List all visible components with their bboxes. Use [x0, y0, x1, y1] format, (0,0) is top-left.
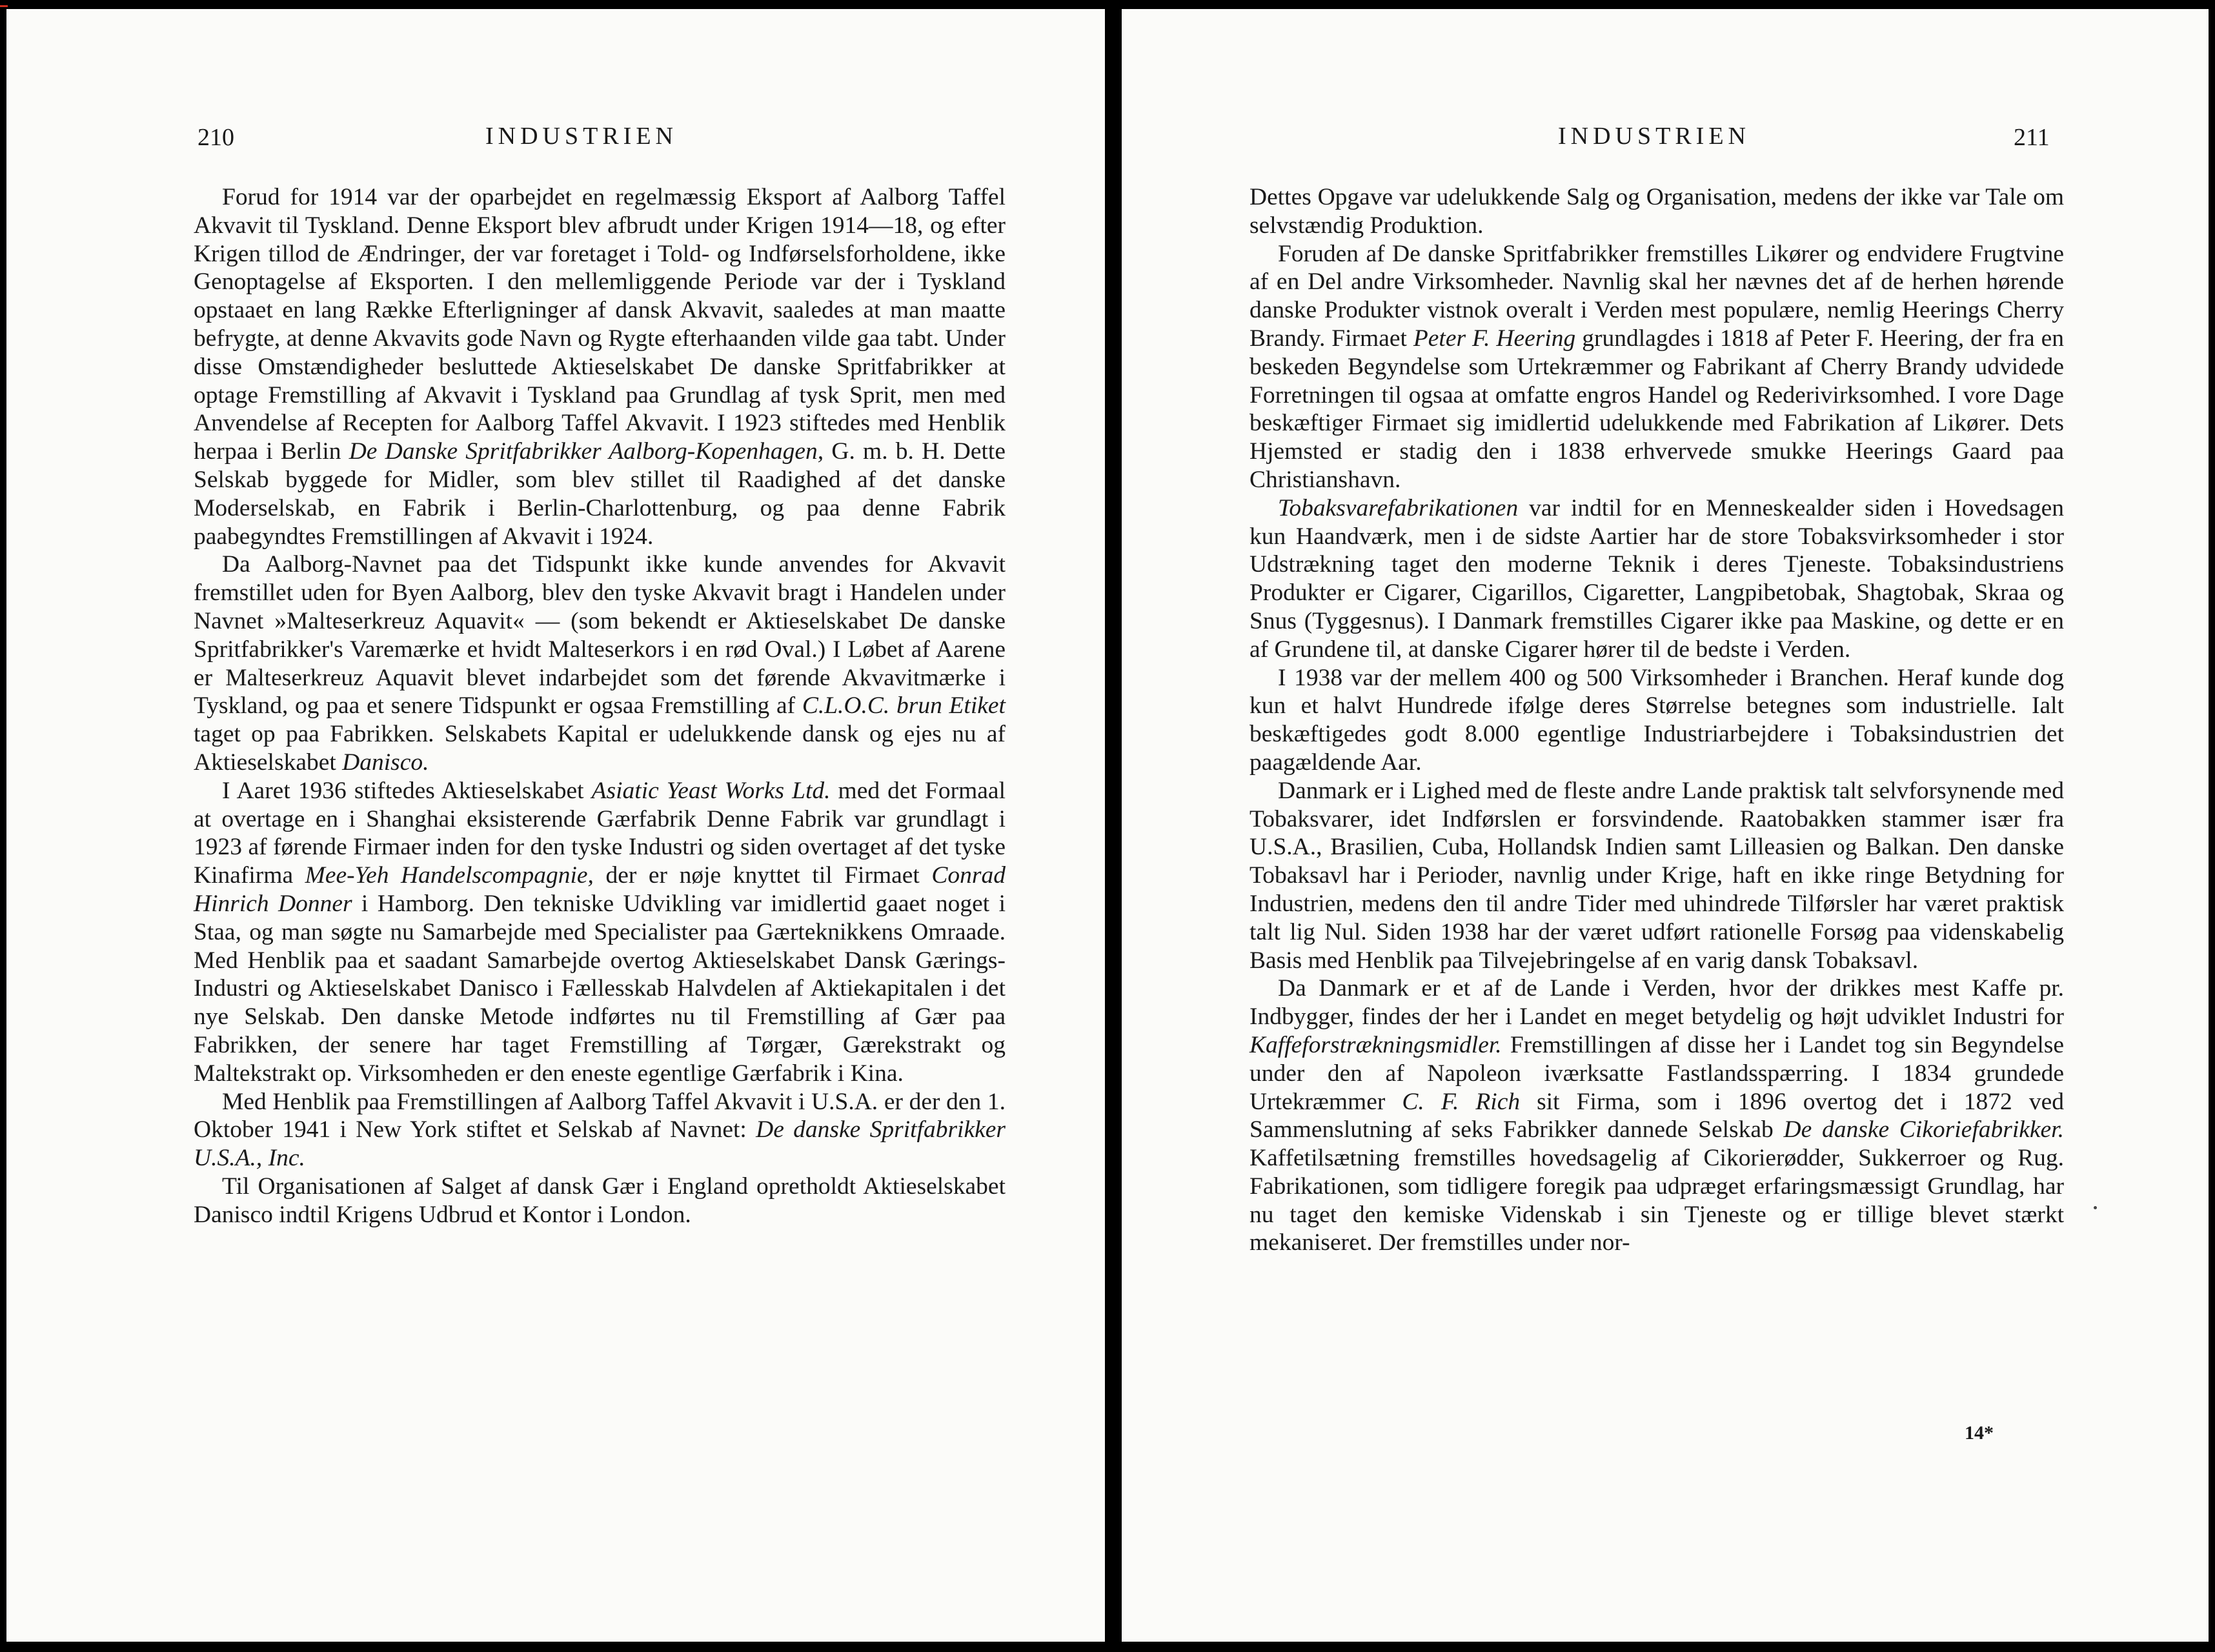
text-run: taget op paa Fabrikken. Selskabets Kapital er udelukkende dansk og ejes nu af Aktieselskabet [194, 721, 1006, 776]
signature-mark: 14* [1965, 1422, 1994, 1444]
paragraph [194, 1088, 1006, 1173]
left-page [6, 9, 1105, 1642]
paragraph [194, 183, 1006, 550]
running-head: INDUSTRIEN [485, 123, 678, 150]
running-head: INDUSTRIEN [1558, 123, 1750, 150]
paragraph [194, 1173, 1006, 1229]
text-run: grundlagdes i 1818 af Peter F. Heering, der fra en beskeden Begyndelse som Urtekræmmer og Fabrikant af Cherry Brandy udvidede Forretningen til ogsaa at omfatte engros Handel og Rederivirksomhed. I vore Dage beskæftiger Firmaet sig imidlertid udelukkende med Fabrikation af Likører. Dets Hjemsted er stadig den i 1838 erhvervede smukke Heerings Gaard paa Christianshavn. [1249, 325, 2064, 493]
text-run: Da Danmark er et af de Lande i Verden, hvor der drikkes mest Kaffe pr. Indbygger, findes der her i Landet en meget betydelig og højt udviklet Industri for [1249, 975, 2064, 1031]
text-run: sit Firma, som i 1896 overtog det i 1872 ved Sammenslutning af seks Fabrikker dannede Selskab [1249, 1088, 2064, 1143]
text-run: Da Aalborg-Navnet paa det Tidspunkt ikke kunde anvendes for Akvavit fremstillet uden for Byen Aalborg, blev den tyske Akvavit bragt i Handelen under Navnet »Malteserkreuz Aquavit« — (som bekendt er Aktieselskabet De danske Spritfabrikker's Varemærke et hvidt Malteserkors i en rød Oval.) I Løbet af Aarene er Malteserkreuz Aquavit blevet indarbejdet som det førende Akvavitmærke i Tyskland, og paa et senere Tidspunkt er ogsaa Fremstilling af [194, 551, 1006, 720]
text-run: Til Organisationen af Salget af dansk Gær i England opretholdt Aktieselskabet Danisco indtil Krigens Udbrud et Kontor i London. [194, 1173, 1006, 1228]
text-run: Med Henblik paa Fremstillingen af Aalborg Taffel Akvavit i U.S.A. er der den 1. Oktober 1941 i New York stiftet et Selskab af Navnet: [194, 1088, 1006, 1143]
page-number: 211 [2014, 124, 2050, 151]
paragraph [1249, 777, 2064, 975]
text-run: Dettes Opgave var udelukkende Salg og Organisation, medens der ikke var Tale om selvstændig Produktion. [1249, 184, 2064, 239]
paragraph [1249, 240, 2064, 494]
text-run: Kaffetilsætning fremstilles hovedsagelig af Cikorierødder, Sukkerroer og Rug. Fabrikationen, som tidligere foregik paa udpræget erfaringsmæssigt Grundlag, har nu taget den kemiske Videnskab i sin Tjeneste og er tillige blevet stærkt mekaniseret. Der fremstilles under nor- [1249, 1145, 2064, 1256]
italic-text: C.L.O.C. brun Etiket [802, 692, 1006, 720]
page-number: 210 [197, 124, 234, 151]
italic-text: Tobaksvarefabrikationen [1278, 494, 1519, 521]
text-run: var indtil for en Menneskealder siden i Hovedsagen kun Haandværk, men i de sidste Aartier har de store Tobaksvirksomheder i stor Udstrækning taget den moderne Teknik i deres Tjeneste. Tobaksindustriens Produkter er Cigarer, Cigarillos, Cigaretter, Langpibetobak, Shagtobak, Skraa og Snus (Tyggesnus). I Danmark fremstilles Cigarer ikke paa Maskine, og dette er en af Grundene til, at danske Cigarer hører til de bedste i Verden. [1249, 494, 2064, 663]
italic-text: De danske Cikoriefabrikker. [1783, 1116, 2064, 1143]
italic-text: Kaffeforstrækningsmidler. [1249, 1031, 1502, 1058]
right-page [1122, 9, 2209, 1642]
text-run: I 1938 var der mellem 400 og 500 Virksomheder i Branchen. Heraf kunde dog kun et halvt Hundrede ifølge deres Størrelse betegnes som industrielle. Ialt beskæftigedes godt 8.000 egentlige Industriarbejdere i Tobaksindustrien det paagældende Aar. [1249, 664, 2064, 776]
page-body-text [194, 183, 1006, 1229]
text-run: Forud for 1914 var der oparbejdet en regelmæssig Eksport af Aalborg Taffel Akvavit til Tyskland. Denne Eksport blev afbrudt under Krigen 1914—18, og efter Krigen tillod de Ændringer, der var foretaget i Told- og Indførselsforholdene, ikke Genoptagelse af Eksporten. I den mellemliggende Periode var der i Tyskland opstaaet en lang Række Efterligninger af dansk Akvavit, saaledes at man maatte befrygte, at denne Akvavits gode Navn og Rygte efterhaanden vilde gaa tabt. Under disse Omstændigheder besluttede Aktieselskabet De danske Spritfabrikker at optage Fremstilling af Akvavit i Tyskland paa Grundlag af tysk Sprit, men med Anvendelse af Recepten for Aalborg Taffel Akvavit. I 1923 stiftedes med Henblik herpaa i Berlin [194, 184, 1006, 465]
italic-text: Peter F. Heering [1413, 325, 1576, 352]
text-run: Fremstillingen af disse her i Landet tog sin Begyndelse under den af Napoleon iværksatte Fastlandsspærring. I 1834 grundede Urtekræmmer [1249, 1031, 2064, 1115]
italic-text: Mee-Yeh Handelscompagnie, [305, 862, 594, 889]
italic-text: Danisco. [342, 749, 429, 776]
text-run: i Hamborg. Den tekniske Udvikling var imidlertid gaaet noget i Staa, og man søgte nu Samarbejde med Specialister paa Gærteknikkens Omraade. Med Henblik paa et saadant Samarbejde overtog Aktieselskabet Dansk Gærings-Industri og Aktieselskabet Danisco i Fællesskab Halvdelen af Aktiekapitalen i det nye Selskab. Den danske Metode indførtes nu til Fremstilling af Gær paa Fabrikken, der senere har taget Fremstilling af Tørgær, Gærekstrakt og Maltekstrakt op. Virksomheden er den eneste egentlige Gærfabrik i Kina. [194, 890, 1006, 1087]
paragraph [1249, 974, 2064, 1257]
italic-text: C. F. Rich [1402, 1088, 1521, 1115]
text-run: G. m. b. H. Dette Selskab byggede for Midler, som blev stillet til Raadighed af det danske Moderselskab, en Fabrik i Berlin-Charlottenburg, og paa denne Fabrik paabegyndtes Fremstillingen af Akvavit i 1924. [194, 438, 1006, 550]
paragraph [194, 777, 1006, 1088]
page-body-text [1249, 183, 2064, 1257]
text-run: med det Formaal at overtage en i Shanghai eksisterende Gærfabrik Denne Fabrik var grundlagt i 1923 af førende Firmaer inden for den tyske Industri og siden overtaget af det tyske Kinafirma [194, 777, 1006, 889]
print-speck [2094, 1206, 2097, 1209]
text-run: I Aaret 1936 stiftedes Aktieselskabet [222, 777, 592, 804]
italic-text: De danske Spritfabrikker U.S.A., Inc. [194, 1116, 1006, 1172]
paragraph [194, 550, 1006, 776]
italic-text: Asiatic Yeast Works Ltd. [591, 777, 831, 804]
paragraph [1249, 183, 2064, 240]
italic-text: Conrad Hinrich Donner [194, 862, 1006, 917]
text-run: Foruden af De danske Spritfabrikker fremstilles Likører og endvidere Frugtvine af en Del andre Virksomheder. Navnlig skal her nævnes det af de herhen hørende danske Produkter vistnok overalt i Verden mest populære, nemlig Heerings Cherry Brandy. Firmaet [1249, 240, 2064, 352]
text-run: Danmark er i Lighed med de fleste andre Lande praktisk talt selvforsynende med Tobaksvarer, idet Indførslen er forsvindende. Raatobakken stammer især fra U.S.A., Brasilien, Cuba, Hollandsk Indien samt Lilleasien og Balkan. Den danske Tobaksavl har i Perioder, navnlig under Krige, haft en ikke ringe Betydning for Industrien, medens den til andre Tider med uhindrede Tilførsler har været praktisk talt lig Nul. Siden 1938 har der været udført rationelle Forsøg paa videnskabelig Basis med Henblik paa Tilvejebringelse af en varig dansk Tobaksavl. [1249, 777, 2064, 974]
paragraph [1249, 494, 2064, 664]
scan-corner-mark [0, 5, 8, 7]
italic-text: De Danske Spritfabrikker Aalborg-Kopenhagen, [349, 438, 824, 465]
paragraph [1249, 664, 2064, 777]
text-run: der er nøje knyttet til Firmaet [593, 862, 932, 889]
